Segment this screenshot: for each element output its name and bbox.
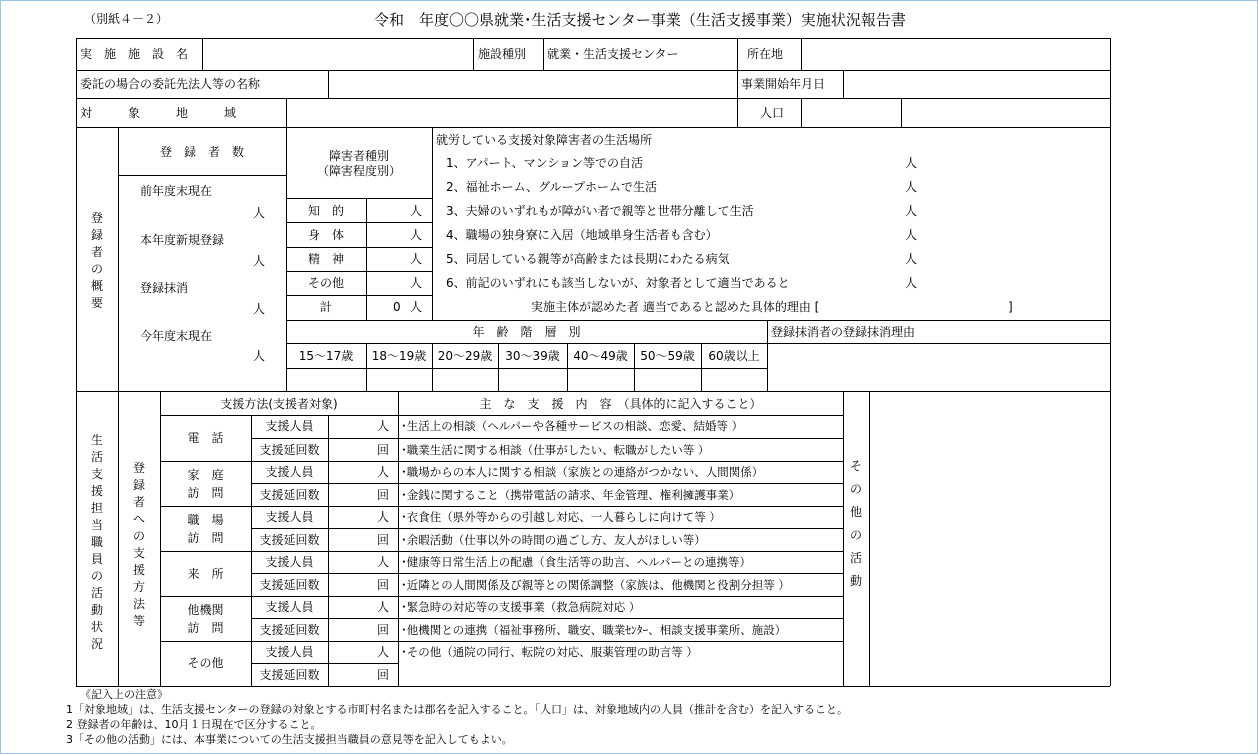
staff-unit: 人	[377, 510, 390, 524]
times-label: 支援延回数	[259, 578, 320, 592]
new-registration-unit: 人	[253, 254, 266, 268]
support-content-item: ･その他（通院の同行、転院の対応、服薬管理の助言等 ）	[401, 645, 698, 659]
method-home-visit-2: 訪 問	[187, 486, 224, 500]
living-item: 4、職場の独身寮に入居（地域単身生活者も含む）	[446, 228, 718, 242]
staff-label: 支援人員	[265, 510, 314, 524]
facility-type-label: 施設種別	[478, 47, 527, 61]
times-label: 支援延回数	[259, 488, 320, 502]
age-group-header: 年 齢 階 層 別	[472, 325, 581, 339]
living-item: 5、同居している親等が高齢または長期にわたる病気	[446, 252, 730, 266]
consignee-label: 委託の場合の委託先法人等の名称	[80, 77, 261, 91]
support-content-item: ･職業生活に関する相談（仕事がしたい、転職がしたい等 ）	[401, 443, 710, 457]
times-unit: 回	[377, 488, 390, 502]
disability-physical-unit: 人	[410, 228, 423, 242]
support-method-label: 登録者への支援方法等	[132, 461, 145, 628]
staff-unit: 人	[377, 465, 390, 479]
support-content-item: ･他機関との連携（福祉事務所、職安、職業ｾﾝﾀｰ、相談支援事業所、施設）	[401, 623, 787, 637]
times-label: 支援延回数	[259, 443, 320, 457]
method-workplace-visit: 職 場	[187, 513, 224, 527]
support-content-item: ･近隣との人間関係及び親等との関係調整（家族は、他機関と役割分担等 ）	[401, 578, 790, 592]
method-workplace-visit-2: 訪 問	[187, 531, 224, 545]
population-label: 人口	[760, 106, 785, 120]
new-registration-label: 本年度新規登録	[140, 233, 225, 247]
start-date-label: 事業開始年月日	[741, 77, 826, 91]
support-content-item: ･衣食住（県外等からの引越し対応、一人暮らしに向けて等 ）	[401, 510, 721, 524]
times-unit: 回	[377, 668, 390, 682]
living-item: 1、アパート、マンション等での自活	[446, 156, 644, 170]
living-item-unit: 人	[905, 276, 918, 290]
support-content-header: 主 な 支 援 内 容 （具体的に記入すること）	[479, 397, 762, 411]
staff-label: 支援人員	[265, 465, 314, 479]
living-item-unit: 人	[905, 156, 918, 170]
page-title: 令和 年度〇〇県就業･生活支援センター事業（生活支援事業）実施状況報告書	[374, 11, 906, 29]
method-visit-center: 来 所	[187, 567, 224, 581]
support-method-header: 支援方法(支援者対象)	[220, 397, 338, 411]
prev-year-end-label: 前年度末現在	[140, 184, 213, 198]
support-content-item: ･健康等日常生活上の配慮（食生活等の助言、ヘルパーとの連携等）	[401, 555, 751, 569]
method-other: その他	[187, 656, 224, 670]
support-content-item: ･緊急時の対応等の支援事業（救急病院対応 ）	[401, 600, 641, 614]
facility-name-label: 実 施 施 設 名	[80, 47, 189, 61]
activities-label: 生活支援担当職員の活動状況	[90, 433, 103, 651]
living-item-unit: 人	[905, 180, 918, 194]
note-item: 1「対象地域」は、生活支援センターの登録の対象とする市町村名または郡名を記入すること。「人口」は、対象地域内の人員（推計を含む）を記入すること。	[66, 703, 849, 716]
living-item: 6、前記のいずれにも該当しないが、対象者として適当であると	[446, 276, 790, 290]
location-label: 所在地	[747, 47, 784, 61]
disability-intellectual-label: 知 的	[307, 204, 344, 218]
disability-total-value: 0	[393, 300, 401, 314]
registrants-overview-label: 登録者の概要	[90, 211, 103, 310]
method-phone: 電 話	[187, 431, 224, 445]
staff-label: 支援人員	[265, 645, 314, 659]
prev-year-end-unit: 人	[253, 206, 266, 220]
method-home-visit: 家 庭	[187, 468, 224, 482]
age-bracket: 18～19歳	[371, 349, 427, 363]
living-item: 2、福祉ホーム、グループホームで生活	[446, 180, 658, 194]
times-label: 支援延回数	[259, 533, 320, 547]
current-year-end-label: 今年度末現在	[140, 329, 213, 343]
age-bracket: 20～29歳	[437, 349, 493, 363]
age-bracket: 60歳以上	[708, 349, 760, 363]
disability-degree-header: （障害程度別）	[316, 164, 401, 178]
method-other-agency-2: 訪 問	[187, 621, 224, 635]
times-unit: 回	[377, 578, 390, 592]
appendix-number: （別紙４－２）	[84, 12, 169, 26]
living-item: 3、夫婦のいずれもが障がい者で親等と世帯分離して生活	[446, 204, 754, 218]
times-label: 支援延回数	[259, 623, 320, 637]
disability-total-label: 計	[319, 300, 332, 314]
facility-type-value: 就業・生活支援センター	[547, 47, 679, 61]
method-other-agency: 他機関	[187, 603, 224, 617]
staff-label: 支援人員	[265, 555, 314, 569]
note-item: 2 登録者の年齢は、10月１日現在で区分すること。	[66, 718, 322, 731]
times-unit: 回	[377, 533, 390, 547]
disability-mental-label: 精 神	[307, 252, 344, 266]
age-bracket: 15～17歳	[298, 349, 354, 363]
living-note: 実施主体が認めた者 適当であると認めた具体的理由 [	[531, 300, 820, 314]
deregistration-reason-header: 登録抹消者の登録抹消理由	[771, 325, 916, 339]
staff-unit: 人	[377, 645, 390, 659]
registrant-count-header: 登 録 者 数	[160, 145, 245, 159]
living-place-header: 就労している支援対象障害者の生活場所	[436, 133, 653, 147]
times-unit: 回	[377, 443, 390, 457]
times-unit: 回	[377, 623, 390, 637]
support-content-item: ･余暇活動（仕事以外の時間の過ごし方、友人がほしい等）	[401, 533, 706, 547]
age-bracket: 40～49歳	[573, 349, 628, 363]
disability-type-header: 障害者種別	[328, 149, 389, 163]
support-content-item: ･金銭に関すること（携帯電話の請求、年金管理、権利擁護事業）	[401, 488, 741, 502]
staff-unit: 人	[377, 600, 390, 614]
times-label: 支援延回数	[259, 668, 320, 682]
disability-mental-unit: 人	[410, 252, 423, 266]
notes-heading: 《記入上の注意》	[80, 688, 168, 701]
staff-label: 支援人員	[265, 419, 314, 433]
other-activities-label: その他の活動	[849, 459, 862, 588]
note-item: 3「その他の活動」には、本事業についての生活支援担当職員の意見等を記入してもよい。	[66, 733, 513, 746]
disability-total-unit: 人	[410, 300, 423, 314]
disability-physical-label: 身 体	[307, 228, 344, 242]
staff-label: 支援人員	[265, 600, 314, 614]
disability-intellectual-unit: 人	[410, 204, 423, 218]
support-content-item: ･生活上の相談（ヘルパーや各種サービスの相談、恋愛、結婚等 ）	[401, 419, 744, 433]
staff-unit: 人	[377, 555, 390, 569]
deregistration-unit: 人	[253, 302, 266, 316]
staff-unit: 人	[377, 419, 390, 433]
target-area-label: 対 象 地 域	[80, 106, 237, 120]
age-bracket: 30～39歳	[505, 349, 560, 363]
living-item-unit: 人	[905, 228, 918, 242]
support-content-item: ･職場からの本人に関する相談（家族との連絡がつかない、人間関係）	[401, 465, 764, 479]
disability-other-unit: 人	[410, 276, 423, 290]
age-bracket: 50～59歳	[640, 349, 695, 363]
disability-other-label: その他	[307, 276, 344, 290]
living-item-unit: 人	[905, 252, 918, 266]
living-item-unit: 人	[905, 204, 918, 218]
deregistration-label: 登録抹消	[140, 281, 189, 295]
current-year-end-unit: 人	[253, 349, 266, 363]
living-note-close: ]	[1008, 300, 1013, 314]
